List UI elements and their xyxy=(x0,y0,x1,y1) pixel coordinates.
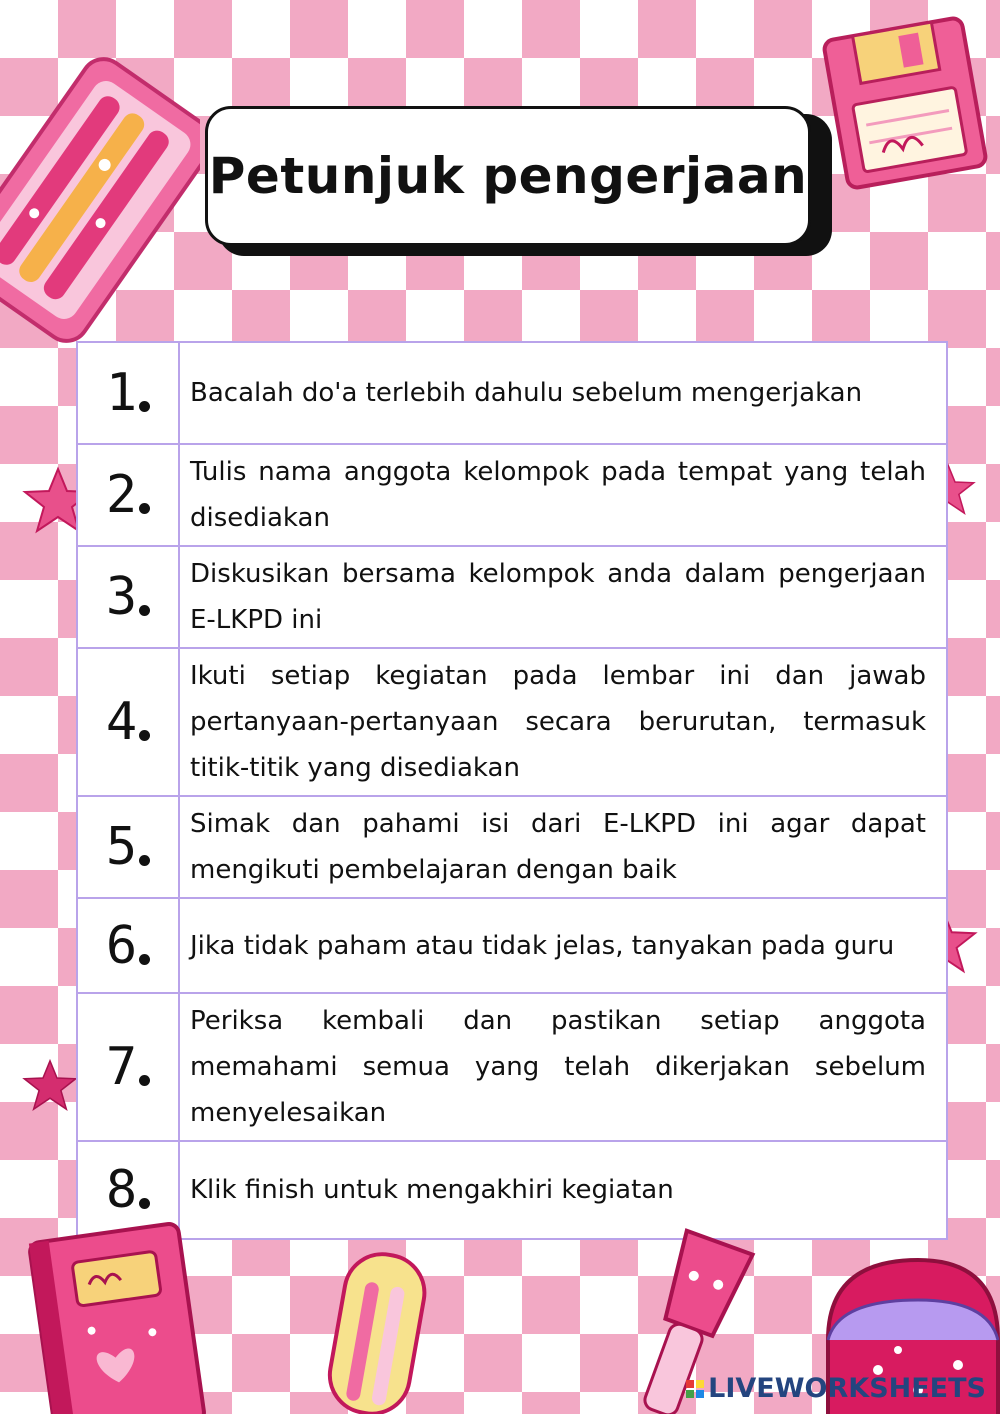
step-number: 3 xyxy=(105,567,138,627)
step-number: 2 xyxy=(105,465,138,525)
step-number: 4 xyxy=(105,692,138,752)
step-number: 8 xyxy=(105,1160,138,1220)
step-number-cell xyxy=(77,342,179,444)
notebook-icon xyxy=(10,1218,210,1414)
step-row xyxy=(77,648,947,796)
step-text: Ikuti setiap kegiatan pada lembar ini dan jawab pertanyaan-pertanyaan secara berurutan, termasuk titik-titik yang disediakan xyxy=(179,648,947,796)
step-number-dot xyxy=(139,954,150,965)
step-number-dot xyxy=(139,1075,150,1086)
step-number-dot xyxy=(139,855,150,866)
step-row xyxy=(77,444,947,546)
steps-table xyxy=(76,341,948,1240)
watermark xyxy=(686,1373,986,1404)
liveworksheets-logo-icon xyxy=(686,1380,704,1398)
pencil-case-icon xyxy=(0,40,200,360)
step-row xyxy=(77,898,947,993)
floppy-disk-icon xyxy=(815,8,995,198)
step-number-dot xyxy=(139,605,150,616)
star-icon xyxy=(22,1058,78,1112)
step-number: 6 xyxy=(105,915,138,976)
step-number-dot xyxy=(139,401,150,412)
step-text: Periksa kembali dan pastikan setiap anggota memahami semua yang telah dikerjakan sebelum menyelesaikan xyxy=(179,993,947,1141)
watermark-text: LIVEWORKSHEETS xyxy=(708,1373,986,1404)
step-text: Tulis nama anggota kelompok pada tempat yang telah disediakan xyxy=(179,444,947,546)
title-box xyxy=(205,106,811,246)
page-title: Petunjuk pengerjaan xyxy=(208,147,808,205)
step-text: Klik finish untuk mengakhiri kegiatan xyxy=(179,1141,947,1239)
step-text: Jika tidak paham atau tidak jelas, tanyakan pada guru xyxy=(179,898,947,993)
step-number-dot xyxy=(139,1198,150,1209)
step-number-cell xyxy=(77,546,179,648)
step-number-dot xyxy=(139,730,150,741)
step-text: Diskusikan bersama kelompok anda dalam pengerjaan E-LKPD ini xyxy=(179,546,947,648)
step-number: 7 xyxy=(105,1037,138,1097)
step-number: 5 xyxy=(105,817,138,877)
step-number-dot xyxy=(139,503,150,514)
step-number-cell xyxy=(77,796,179,898)
step-row xyxy=(77,342,947,444)
step-text: Bacalah do'a terlebih dahulu sebelum mengerjakan xyxy=(179,342,947,444)
step-number: 1 xyxy=(105,363,138,423)
step-number-cell xyxy=(77,444,179,546)
step-row xyxy=(77,546,947,648)
step-number-cell xyxy=(77,898,179,993)
step-row xyxy=(77,796,947,898)
step-text: Simak dan pahami isi dari E-LKPD ini agar dapat mengikuti pembelajaran dengan baik xyxy=(179,796,947,898)
step-row xyxy=(77,993,947,1141)
step-number-cell xyxy=(77,648,179,796)
step-number-cell xyxy=(77,993,179,1141)
popsicle-icon xyxy=(318,1244,438,1414)
